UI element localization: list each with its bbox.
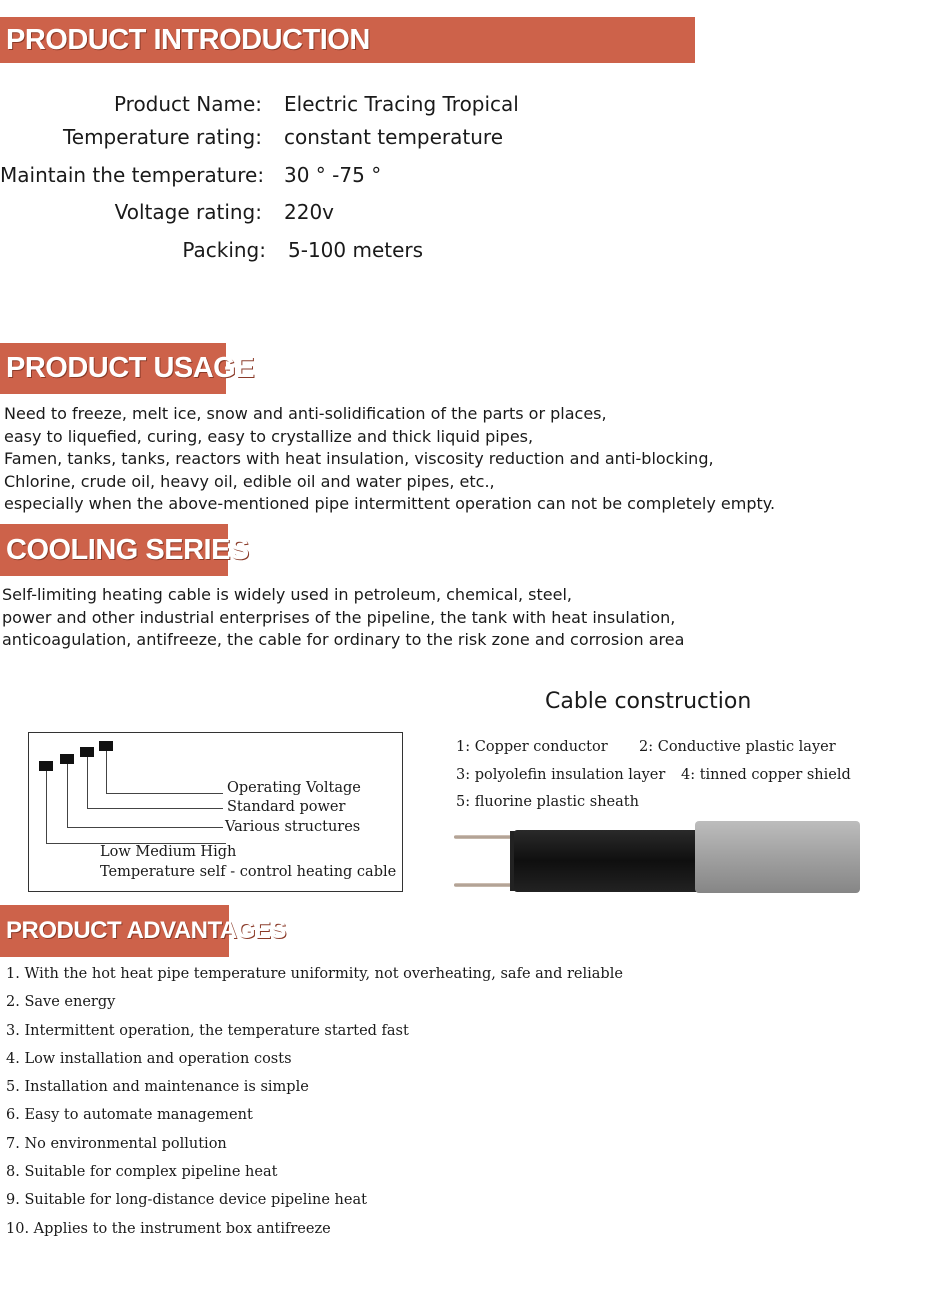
model-code-diagram (28, 732, 403, 892)
label-various-structures: Various structures (225, 819, 361, 835)
black-jacket (514, 830, 700, 892)
cooling-paragraph (2, 584, 684, 652)
cooling-line: anticoagulation, antifreeze, the cable for ordinary to the risk zone and corrosion area (2, 630, 685, 649)
usage-line: Chlorine, crude oil, heavy oil, edible oil and water pipes, etc., (4, 471, 495, 491)
list-item: 3. Intermittent operation, the temperature started fast (6, 1022, 409, 1039)
cooling-line: power and other industrial enterprises of the pipeline, the tank with heat insulation, (2, 607, 676, 627)
list-item: 4. Low installation and operation costs (6, 1050, 292, 1067)
usage-line: Famen, tanks, tanks, reactors with heat insulation, viscosity reduction and anti-blocking, (4, 449, 714, 468)
list-item: 1. With the hot heat pipe temperature uniformity, not overheating, safe and reliable (6, 966, 623, 982)
spec-value-voltage-rating: 220v (284, 200, 335, 224)
leader-line (67, 827, 223, 828)
list-item: 9. Suitable for long-distance device pipeline heat (6, 1192, 367, 1209)
code-square-4 (99, 741, 113, 751)
list-item: 8. Suitable for complex pipeline heat (6, 1164, 278, 1181)
layer-1: 1: Copper conductor (456, 739, 608, 755)
spec-label-voltage-rating: Voltage rating: (114, 200, 262, 224)
cable-illustration (450, 818, 870, 898)
advantages-list (6, 963, 623, 1246)
code-square-3 (80, 747, 94, 757)
layer-5: 5: fluorine plastic sheath (456, 794, 639, 810)
cooling-line: Self-limiting heating cable is widely used in petroleum, chemical, steel, (2, 585, 572, 604)
leader-line (67, 764, 68, 827)
list-item: 10. Applies to the instrument box antifreeze (6, 1220, 331, 1237)
label-temperature-self-control: Temperature self - control heating cable (100, 864, 397, 880)
section-banner-usage (0, 343, 255, 394)
section-title: COOLING SERIES (6, 533, 249, 566)
spec-value-packing: 5-100 meters (288, 238, 424, 262)
leader-line (46, 771, 47, 843)
usage-line: Need to freeze, melt ice, snow and anti-solidification of the parts or places, (4, 404, 607, 423)
label-low-medium-high: Low Medium High (100, 844, 237, 860)
section-banner-cooling (0, 524, 249, 576)
spec-value-product-name: Electric Tracing Tropical (284, 92, 519, 116)
layer-2: 2: Conductive plastic layer (639, 739, 836, 755)
section-banner-introduction (0, 17, 695, 63)
section-title: PRODUCT ADVANTAGES (6, 917, 286, 944)
section-title: PRODUCT INTRODUCTION (6, 23, 370, 56)
spec-label-product-name: Product Name: (113, 92, 262, 116)
spec-value-temperature-rating: constant temperature (284, 125, 504, 149)
code-square-2 (60, 754, 74, 764)
layer-4: 4: tinned copper shield (681, 767, 851, 783)
layer-3: 3: polyolefin insulation layer (456, 767, 666, 783)
list-item: 5. Installation and maintenance is simple (6, 1079, 309, 1096)
list-item: 2. Save energy (6, 994, 116, 1011)
leader-line (106, 793, 223, 794)
copper-conductor-top (454, 835, 514, 839)
spec-value-maintain-temperature: 30 ° -75 ° (284, 163, 382, 187)
usage-line: easy to liquefied, curing, easy to crystallize and thick liquid pipes, (4, 426, 534, 446)
usage-line: especially when the above-mentioned pipe intermittent operation can not be completely empty. (4, 494, 776, 513)
leader-line (87, 808, 223, 809)
list-item: 7. No environmental pollution (6, 1135, 227, 1152)
list-item: 6. Easy to automate management (6, 1107, 253, 1124)
label-operating-voltage: Operating Voltage (227, 780, 361, 796)
section-banner-advantages (0, 905, 286, 957)
spec-label-packing: Packing: (182, 238, 266, 262)
usage-paragraph (4, 403, 775, 516)
leader-line (87, 757, 88, 808)
grey-sheath (695, 821, 860, 893)
code-square-1 (39, 761, 53, 771)
section-title: PRODUCT USAGE (6, 352, 255, 384)
spec-label-maintain-temperature: Maintain the temperature: (0, 163, 265, 187)
leader-line (106, 751, 107, 793)
cable-construction-title: Cable construction (545, 689, 752, 714)
label-standard-power: Standard power (227, 799, 346, 815)
copper-conductor-bottom (454, 883, 514, 887)
spec-label-temperature-rating: Temperature rating: (62, 125, 262, 149)
